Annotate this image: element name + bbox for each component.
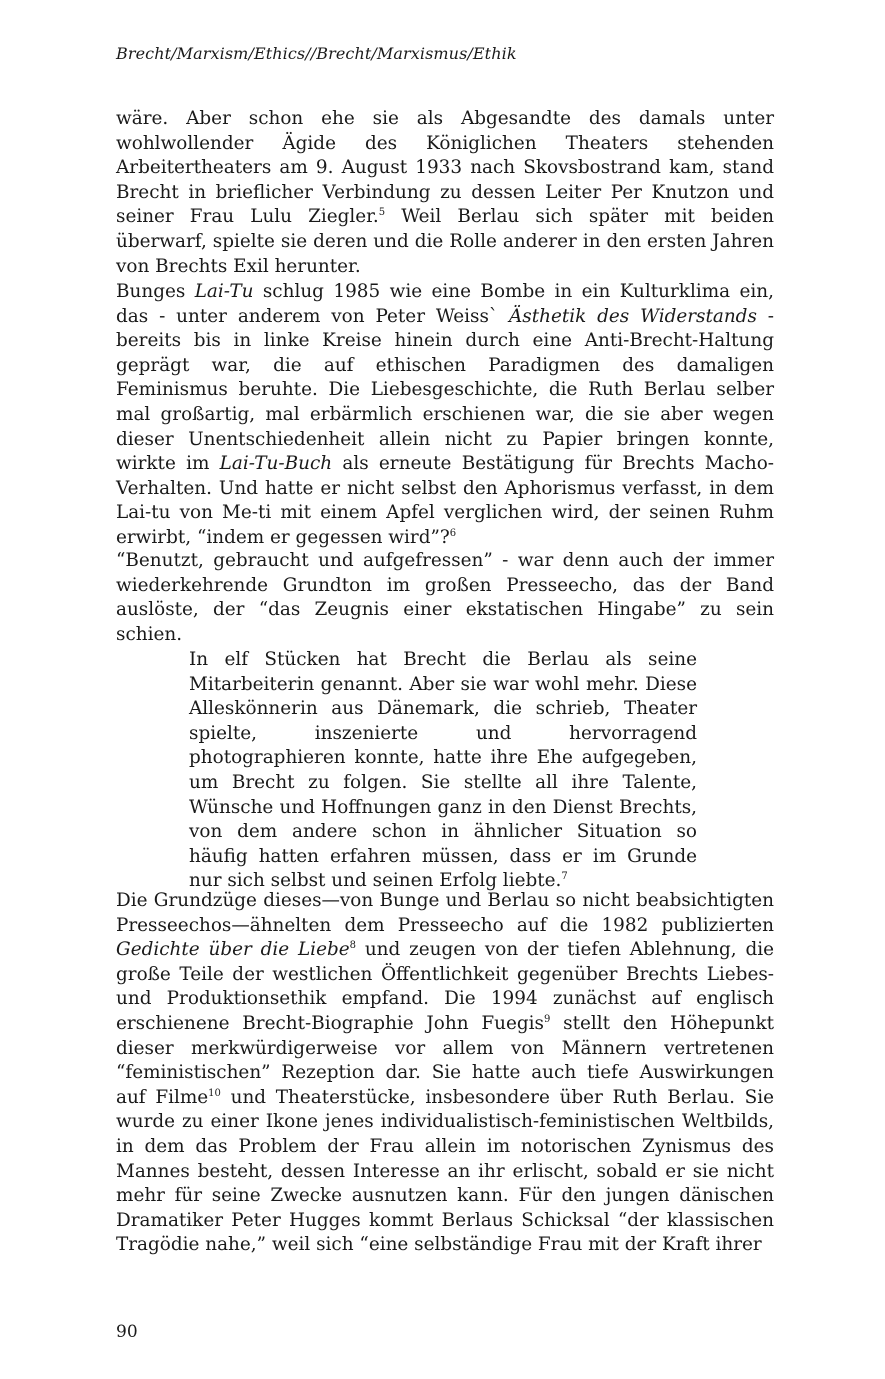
title-aesthetik: Ästhetik des Widerstands <box>509 305 757 327</box>
block-quote <box>189 648 697 894</box>
footnote-ref-10[interactable]: 10 <box>208 1087 221 1099</box>
footnote-ref-8[interactable]: 8 <box>349 940 356 952</box>
paragraph-1-text-2: Weil Berlau sich später mit beiden überwarf, spielte sie deren und die Rolle anderer in den ersten Jahren von Brechts Exil herunter. <box>116 206 774 277</box>
paragraph-2-text-c: - bereits bis in linke Kreise hinein durch eine Anti-Brecht-Haltung geprägt war, die auf ethischen Paradigmen des damaligen Feminismus beruhte. Die Liebesgeschichte, die Ruth Berlau selber mal großartig, mal erbärmlich erschienen war, die sie aber wegen dieser Unentschiedenheit allein nicht zu Papier bringen konnte, wirkte im <box>116 305 774 475</box>
paragraph-1-text: wäre. Aber schon ehe sie als Abgesandte des damals unter wohlwollender Ägide des Königlichen Theaters stehenden Arbeitertheaters am 9. August 1933 nach Skovsbostrand kam, stand Brecht in brieflicher Verbindung zu dessen Leiter Per Knutzon und seiner Frau Lulu Ziegler. <box>116 108 774 228</box>
paragraph-2 <box>116 280 774 551</box>
paragraph-2-text-d: als erneute Bestätigung für Brechts Macho-Verhalten. Und hatte er nicht selbst den Aphorismus verfasst, in dem Lai-tu von Me-ti mit einem Apfel verglichen wird, der seinen Ruhm erwirbt, “indem er gegessen wird”? <box>116 453 774 548</box>
paragraph-1 <box>116 107 774 279</box>
paragraph-4-text-b: und zeugen von der tiefen Ablehnung, die große Teile der westlichen Öffentlichkeit gegenüber Brechts Liebes- und Produktionsethik empfand. Die 1994 zunächst auf englisch erschienene Brecht-Biographie John Fuegis <box>116 939 774 1034</box>
paragraph-3-text: “Benutzt, gebraucht und aufgefressen” - war denn auch der immer wiederkehrende Grundton im großen Presseecho, das der Band auslöste, der “das Zeugnis einer ekstatischen Hingabe” zu sein schien. <box>116 550 774 645</box>
paragraph-2-text-b: schlug 1985 wie eine Bombe in ein Kulturklima ein, das - unter anderem von Peter Weiss` <box>116 281 774 327</box>
block-quote-text: In elf Stücken hat Brecht die Berlau als seine Mitarbeiterin genannt. Aber sie war wohl mehr. Diese Alleskönnerin aus Dänemark, die schrieb, Theater spielte, inszenierte und hervorragend photographieren konnte, hatte ihre Ehe aufgegeben, um Brecht zu folgen. Sie stellte all ihre Talente, Wünsche und Hoffnungen ganz in den Dienst Brechts, von dem andere schon in ähnlicher Situation so häufig hatten erfahren müssen, dass er im Grunde nur sich selbst und seinen Erfolg liebte. <box>189 649 697 892</box>
page-number: 90 <box>116 1322 138 1342</box>
footnote-ref-7[interactable]: 7 <box>561 871 568 883</box>
running-head: Brecht/Marxism/Ethics//Brecht/Marxismus/Ethik <box>116 44 517 63</box>
footnote-ref-9[interactable]: 9 <box>543 1013 551 1025</box>
paragraph-4-text-a: Die Grundzüge dieses—von Bunge und Berlau so nicht beabsichtigten Presseechos—ähnelten dem Presseecho auf die 1982 publizierten <box>116 890 774 936</box>
paragraph-4-text-c: stellt den Höhepunkt dieser merkwürdigerweise vor allem von Männern vertretenen “feministischen” Rezeption dar. Sie hatte auch tiefe Auswirkungen auf Filme <box>116 1012 774 1108</box>
paragraph-3 <box>116 549 774 647</box>
paragraph-4 <box>116 889 774 1258</box>
paragraph-2-text-a: Bunges <box>116 281 195 302</box>
footnote-ref-6[interactable]: 6 <box>449 527 457 539</box>
footnote-ref-5[interactable]: 5 <box>378 207 386 219</box>
paragraph-4-text-d: und Theaterstücke, insbesondere über Ruth Berlau. Sie wurde zu einer Ikone jenes individualistisch-feministischen Weltbilds, in dem das Problem der Frau allein im notorischen Zynismus des Mannes besteht, dessen Interesse an ihr erlischt, sobald er sie nicht mehr für seine Zwecke ausnutzen kann. Für den jungen dänischen Dramatiker Peter Hugges kommt Berlaus Schicksal “der klassischen Tragödie nahe,” weil sich “eine selbständige Frau mit der Kraft ihrer <box>116 1086 774 1256</box>
title-lai-tu: Lai-Tu <box>194 281 254 302</box>
title-gedichte: Gedichte über die Liebe <box>116 939 350 961</box>
title-lai-tu-buch: Lai-Tu-Buch <box>219 453 333 475</box>
